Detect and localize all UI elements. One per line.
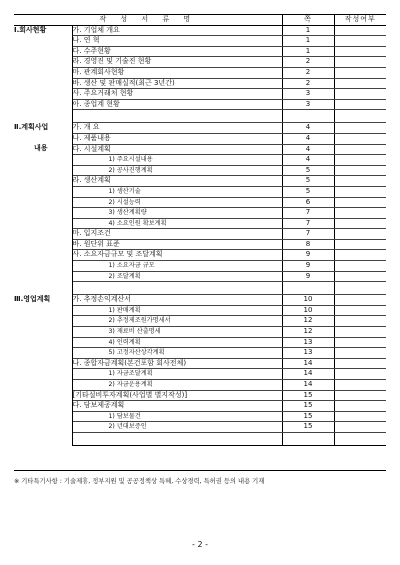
toc-item-label: 3) 재료비 산출명세 <box>72 327 282 338</box>
spacer-cell <box>14 282 72 295</box>
spacer-cell <box>334 110 386 123</box>
toc-item-page: 15 <box>282 401 334 412</box>
toc-row <box>14 155 386 166</box>
section-cell <box>14 36 72 47</box>
toc-item-status <box>334 133 386 144</box>
section-cell <box>14 197 72 208</box>
section-cell <box>14 208 72 219</box>
toc-item-label: 2) 조달계획 <box>72 271 282 282</box>
toc-item-status <box>334 197 386 208</box>
toc-sheet <box>14 14 386 446</box>
toc-row <box>14 229 386 240</box>
section-title: Ⅱ.계획사업 <box>14 123 72 134</box>
toc-item-status <box>334 78 386 89</box>
toc-item-label: 2) 자금운용계획 <box>72 380 282 391</box>
toc-item-status <box>334 295 386 306</box>
spacer-cell <box>334 282 386 295</box>
section-cell <box>14 380 72 391</box>
toc-item-label: 2) 공사진행계획 <box>72 165 282 176</box>
toc-item-label: 나. 종합자금계획(본건포함 회사전체) <box>72 358 282 369</box>
toc-row <box>14 239 386 250</box>
toc-item-page: 2 <box>282 57 334 68</box>
toc-item-label: 가. 개 요 <box>72 123 282 134</box>
toc-row <box>14 57 386 68</box>
toc-item-page: 9 <box>282 271 334 282</box>
toc-item-page: 3 <box>282 89 334 100</box>
toc-item-page: 1 <box>282 25 334 36</box>
section-cell <box>14 218 72 229</box>
section-cell <box>14 155 72 166</box>
toc-item-status <box>334 390 386 401</box>
toc-item-page: 1 <box>282 46 334 57</box>
toc-item-status <box>334 369 386 380</box>
section-cell <box>14 57 72 68</box>
toc-item-status <box>334 401 386 412</box>
toc-row <box>14 123 386 134</box>
section-cell <box>14 327 72 338</box>
toc-item-status <box>334 348 386 359</box>
toc-item-page: 9 <box>282 261 334 272</box>
section-cell <box>14 369 72 380</box>
spacer-cell <box>282 110 334 123</box>
toc-row <box>14 327 386 338</box>
spacer-cell <box>14 432 72 445</box>
toc-item-page: 5 <box>282 186 334 197</box>
section-cell <box>14 316 72 327</box>
toc-item-page: 2 <box>282 67 334 78</box>
toc-item-label: 1) 주요시설내용 <box>72 155 282 166</box>
toc-item-page: 1 <box>282 36 334 47</box>
section-title: I.회사현황 <box>14 25 72 36</box>
toc-item-page: 5 <box>282 176 334 187</box>
toc-item-page: 12 <box>282 316 334 327</box>
toc-row <box>14 89 386 100</box>
toc-item-label: 나. 제품내용 <box>72 133 282 144</box>
section-subtitle: 내용 <box>14 144 72 155</box>
toc-item-label: 다. 수주현황 <box>72 46 282 57</box>
section-cell <box>14 261 72 272</box>
toc-item-status <box>334 99 386 110</box>
toc-item-label: 가. 추정손익계산서 <box>72 295 282 306</box>
toc-item-label: 4) 소요인원 확보계획 <box>72 218 282 229</box>
toc-item-label: 사. 소요자금규모 및 조달계획 <box>72 250 282 261</box>
section-cell <box>14 305 72 316</box>
toc-item-page: 7 <box>282 229 334 240</box>
toc-item-status <box>334 358 386 369</box>
toc-item-status <box>334 250 386 261</box>
toc-item-label: 1) 생산기술 <box>72 186 282 197</box>
toc-row <box>14 208 386 219</box>
toc-item-status <box>334 411 386 422</box>
toc-header-row <box>14 15 386 26</box>
spacer-cell <box>72 432 282 445</box>
toc-row <box>14 380 386 391</box>
section-cell <box>14 411 72 422</box>
toc-table <box>14 14 386 446</box>
section-cell <box>14 89 72 100</box>
toc-row <box>14 337 386 348</box>
section-spacer-row <box>14 282 386 295</box>
toc-item-status <box>334 337 386 348</box>
toc-item-label: 라. 경영진 및 기술진 현황 <box>72 57 282 68</box>
section-spacer-row <box>14 432 386 445</box>
toc-item-page: 7 <box>282 208 334 219</box>
section-cell <box>14 271 72 282</box>
toc-item-page: 13 <box>282 348 334 359</box>
toc-item-status <box>334 208 386 219</box>
toc-row <box>14 165 386 176</box>
toc-item-label: 3) 생산계획량 <box>72 208 282 219</box>
spacer-cell <box>72 110 282 123</box>
toc-item-status <box>334 186 386 197</box>
toc-item-page: 4 <box>282 155 334 166</box>
section-cell <box>14 165 72 176</box>
toc-row <box>14 271 386 282</box>
toc-item-status <box>334 261 386 272</box>
toc-item-page: 6 <box>282 197 334 208</box>
toc-row <box>14 250 386 261</box>
section-cell <box>14 422 72 433</box>
section-cell <box>14 390 72 401</box>
toc-row <box>14 36 386 47</box>
toc-row <box>14 186 386 197</box>
toc-item-status <box>334 57 386 68</box>
toc-row <box>14 218 386 229</box>
toc-item-status <box>334 316 386 327</box>
section-cell <box>14 401 72 412</box>
toc-item-label: 마. 입지조건 <box>72 229 282 240</box>
toc-row <box>14 358 386 369</box>
section-title: Ⅲ.영업계획 <box>14 295 72 306</box>
toc-item-label: 4) 인력계획 <box>72 337 282 348</box>
section-spacer-row <box>14 110 386 123</box>
toc-item-page: 15 <box>282 422 334 433</box>
toc-item-status <box>334 25 386 36</box>
toc-item-label: 바. 원단위 표준 <box>72 239 282 250</box>
section-cell <box>14 186 72 197</box>
toc-item-page: 15 <box>282 390 334 401</box>
toc-row <box>14 67 386 78</box>
toc-row <box>14 295 386 306</box>
footnote: ※ 기타특기사항 : 기술제휴, 정부지원 및 공공정책상 특혜, 수상경력, 특허권 등의 내용 기재 <box>14 478 265 485</box>
toc-row <box>14 133 386 144</box>
section-cell <box>14 67 72 78</box>
section-cell <box>14 239 72 250</box>
toc-item-status <box>334 218 386 229</box>
toc-item-label: 아. 종업계 현황 <box>72 99 282 110</box>
toc-item-label: 2) 추정제조원가명세서 <box>72 316 282 327</box>
toc-item-page: 2 <box>282 78 334 89</box>
toc-item-page: 14 <box>282 358 334 369</box>
toc-item-page: 4 <box>282 123 334 134</box>
section-cell <box>14 337 72 348</box>
section-cell <box>14 176 72 187</box>
toc-item-page: 10 <box>282 305 334 316</box>
toc-row <box>14 305 386 316</box>
toc-item-status <box>334 327 386 338</box>
toc-body <box>14 25 386 445</box>
toc-item-page: 8 <box>282 239 334 250</box>
toc-row <box>14 78 386 89</box>
toc-item-label: 1) 판매계획 <box>72 305 282 316</box>
toc-item-status <box>334 89 386 100</box>
toc-item-page: 9 <box>282 250 334 261</box>
spacer-cell <box>282 432 334 445</box>
toc-row <box>14 144 386 155</box>
toc-row <box>14 197 386 208</box>
toc-row <box>14 176 386 187</box>
toc-item-page: 4 <box>282 133 334 144</box>
section-cell <box>14 250 72 261</box>
toc-item-status <box>334 176 386 187</box>
header-page: 쪽 <box>282 15 334 26</box>
toc-item-status <box>334 305 386 316</box>
toc-item-label: 라. 생산계획 <box>72 176 282 187</box>
toc-item-status <box>334 239 386 250</box>
toc-row <box>14 25 386 36</box>
header-item: 작 성 서 류 명 <box>14 15 282 26</box>
toc-item-status <box>334 67 386 78</box>
toc-item-label: 바. 생산 및 판매실적(최근 3년간) <box>72 78 282 89</box>
toc-item-page: 14 <box>282 369 334 380</box>
section-cell <box>14 78 72 89</box>
spacer-cell <box>282 282 334 295</box>
toc-item-label: 사. 주요거래처 현황 <box>72 89 282 100</box>
toc-item-status <box>334 271 386 282</box>
toc-item-page: 10 <box>282 295 334 306</box>
spacer-cell <box>334 432 386 445</box>
toc-item-status <box>334 380 386 391</box>
section-cell <box>14 348 72 359</box>
toc-item-page: 12 <box>282 327 334 338</box>
section-cell <box>14 46 72 57</box>
toc-row <box>14 46 386 57</box>
toc-item-status <box>334 155 386 166</box>
toc-item-page: 4 <box>282 144 334 155</box>
toc-item-status <box>334 123 386 134</box>
toc-item-page: 5 <box>282 165 334 176</box>
footer-divider <box>14 470 386 471</box>
header-status: 작성여부 <box>334 15 386 26</box>
toc-item-status <box>334 36 386 47</box>
toc-item-status <box>334 165 386 176</box>
toc-row <box>14 316 386 327</box>
toc-item-label: [기타설비투자계획(사업별 별지작성)] <box>72 390 282 401</box>
toc-item-label: 가. 기업체 개요 <box>72 25 282 36</box>
toc-item-label: 다. 담보제공계획 <box>72 401 282 412</box>
toc-item-status <box>334 422 386 433</box>
toc-item-label: 1) 자금조달계획 <box>72 369 282 380</box>
toc-item-label: 1) 담보물건 <box>72 411 282 422</box>
page-number: - 2 - <box>192 540 208 549</box>
toc-item-label: 2) 시설능력 <box>72 197 282 208</box>
toc-row <box>14 99 386 110</box>
toc-row <box>14 422 386 433</box>
toc-item-status <box>334 229 386 240</box>
toc-item-label: 마. 관계회사현황 <box>72 67 282 78</box>
toc-item-status <box>334 46 386 57</box>
toc-item-page: 7 <box>282 218 334 229</box>
section-cell <box>14 99 72 110</box>
toc-item-label: 1) 소요자금 규모 <box>72 261 282 272</box>
spacer-cell <box>72 282 282 295</box>
toc-item-page: 3 <box>282 99 334 110</box>
toc-item-page: 15 <box>282 411 334 422</box>
section-cell <box>14 229 72 240</box>
toc-row <box>14 348 386 359</box>
toc-item-label: 2) 년대보증인 <box>72 422 282 433</box>
toc-row <box>14 401 386 412</box>
toc-item-page: 14 <box>282 380 334 391</box>
toc-item-label: 나. 연 혁 <box>72 36 282 47</box>
toc-item-status <box>334 144 386 155</box>
toc-item-label: 다. 시설계획 <box>72 144 282 155</box>
toc-row <box>14 261 386 272</box>
toc-row <box>14 411 386 422</box>
section-cell <box>14 133 72 144</box>
toc-row <box>14 369 386 380</box>
section-cell <box>14 358 72 369</box>
toc-row <box>14 390 386 401</box>
toc-item-page: 13 <box>282 337 334 348</box>
spacer-cell <box>14 110 72 123</box>
toc-item-label: 5) 고정자산상각계획 <box>72 348 282 359</box>
